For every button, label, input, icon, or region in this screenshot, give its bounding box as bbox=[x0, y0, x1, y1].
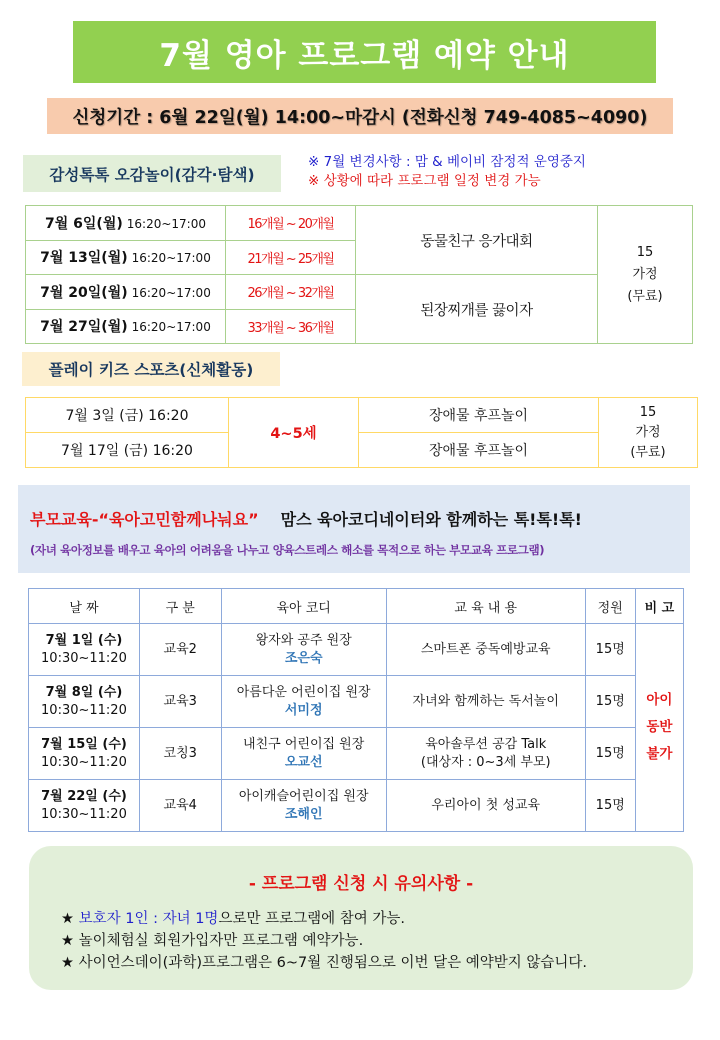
content-cell: 육아솔루션 공감 Talk (대상자 : 0~3세 부모) bbox=[386, 728, 585, 780]
age-cell: 4~5세 bbox=[229, 398, 359, 468]
age-cell: 33개월 ~ 36개월 bbox=[226, 309, 356, 344]
header-date: 날 짜 bbox=[29, 589, 140, 624]
capacity-cell: 15 가정 (무료) bbox=[599, 398, 698, 468]
parent-edu-subtitle: (자녀 육아정보를 배우고 육아의 어려움을 나누고 양육스트레스 해소를 목적으로 하는 부모교육 프로그램) bbox=[30, 543, 545, 557]
sensory-play-table bbox=[25, 205, 693, 344]
note-change: ※ 7월 변경사항 : 맘 & 베이비 잠정적 운영중지 bbox=[308, 154, 586, 170]
age-cell: 26개월 ~ 32개월 bbox=[226, 275, 356, 310]
star-icon: ★ bbox=[61, 955, 74, 971]
header-capacity: 정원 bbox=[585, 589, 635, 624]
type-cell: 교육2 bbox=[139, 624, 221, 676]
page-title: 7월 영아 프로그램 예약 안내 bbox=[159, 37, 570, 74]
program-cell: 장애물 후프놀이 bbox=[359, 433, 599, 468]
date-cell: 7월 3일 (금) 16:20 bbox=[26, 398, 229, 433]
date-cell: 7월 6일(월) 16:20~17:00 bbox=[26, 206, 226, 241]
capacity-cell: 15명 bbox=[585, 728, 635, 780]
note-schedule: ※ 상황에 따라 프로그램 일정 변경 가능 bbox=[308, 173, 541, 189]
parent-education-table bbox=[28, 588, 684, 832]
content-cell: 스마트폰 중독예방교육 bbox=[386, 624, 585, 676]
coach-cell: 왕자와 공주 원장 조은숙 bbox=[221, 624, 386, 676]
capacity-cell: 15명 bbox=[585, 780, 635, 832]
application-period-bar bbox=[47, 98, 673, 134]
type-cell: 교육4 bbox=[139, 780, 221, 832]
table-header-row bbox=[29, 589, 684, 624]
table-row bbox=[26, 275, 693, 310]
program-cell: 된장찌개를 끓이자 bbox=[356, 275, 598, 344]
coach-cell: 아름다운 어린이집 원장 서미정 bbox=[221, 676, 386, 728]
header-remark: 비 고 bbox=[635, 589, 683, 624]
application-period: 신청기간 : 6월 22일(월) 14:00~마감시 (전화신청 749-4085~4090) bbox=[72, 107, 648, 128]
program-cell: 동물친구 응가대회 bbox=[356, 206, 598, 275]
content-cell: 자녀와 함께하는 독서놀이 bbox=[386, 676, 585, 728]
date-cell: 7월 17일 (금) 16:20 bbox=[26, 433, 229, 468]
kids-sports-table bbox=[25, 397, 698, 468]
capacity-cell: 15 가정 (무료) bbox=[598, 206, 693, 344]
table-row bbox=[26, 398, 698, 433]
header-content: 교 육 내 용 bbox=[386, 589, 585, 624]
date-cell: 7월 20일(월) 16:20~17:00 bbox=[26, 275, 226, 310]
program-cell: 장애물 후프놀이 bbox=[359, 398, 599, 433]
date-cell: 7월 22일 (수) 10:30~11:20 bbox=[29, 780, 140, 832]
change-notes bbox=[308, 153, 586, 191]
table-row bbox=[29, 728, 684, 780]
age-cell: 21개월 ~ 25개월 bbox=[226, 240, 356, 275]
section-sensory-play-label: 감성톡톡 오감놀이(감각·탐색) bbox=[23, 155, 281, 192]
caution-item: ★ 사이언스데이(과학)프로그램은 6~7월 진행됨으로 이번 달은 예약받지 않습니다. bbox=[61, 955, 588, 971]
capacity-cell: 15명 bbox=[585, 676, 635, 728]
date-cell: 7월 8일 (수) 10:30~11:20 bbox=[29, 676, 140, 728]
caution-item: ★ 놀이체험실 회원가입자만 프로그램 예약가능. bbox=[61, 933, 364, 949]
type-cell: 코칭3 bbox=[139, 728, 221, 780]
table-row bbox=[26, 206, 693, 241]
table-row bbox=[29, 780, 684, 832]
coach-cell: 내친구 어린이집 원장 오교선 bbox=[221, 728, 386, 780]
section-kids-sports-label: 플레이 키즈 스포츠(신체활동) bbox=[22, 352, 280, 386]
date-cell: 7월 15일 (수) 10:30~11:20 bbox=[29, 728, 140, 780]
date-cell: 7월 13일(월) 16:20~17:00 bbox=[26, 240, 226, 275]
table-row bbox=[26, 433, 698, 468]
header-coach: 육아 코디 bbox=[221, 589, 386, 624]
capacity-cell: 15명 bbox=[585, 624, 635, 676]
date-cell: 7월 27일(월) 16:20~17:00 bbox=[26, 309, 226, 344]
caution-box bbox=[29, 846, 693, 990]
age-cell: 16개월 ~ 20개월 bbox=[226, 206, 356, 241]
remark-cell: 아이 동반 불가 bbox=[635, 624, 683, 832]
header-type: 구 분 bbox=[139, 589, 221, 624]
title-banner bbox=[73, 21, 656, 83]
parent-education-banner bbox=[18, 485, 690, 573]
parent-edu-title: 부모교육-“육아고민함께나눠요” 맘스 육아코디네이터와 함께하는 톡!톡!톡! bbox=[30, 510, 582, 529]
caution-list bbox=[61, 908, 587, 974]
date-cell: 7월 1일 (수) 10:30~11:20 bbox=[29, 624, 140, 676]
table-row bbox=[29, 624, 684, 676]
table-row bbox=[29, 676, 684, 728]
star-icon: ★ bbox=[61, 933, 74, 949]
type-cell: 교육3 bbox=[139, 676, 221, 728]
caution-item: ★ 보호자 1인 : 자녀 1명으로만 프로그램에 참여 가능. bbox=[61, 911, 405, 927]
star-icon: ★ bbox=[61, 911, 74, 927]
content-cell: 우리아이 첫 성교육 bbox=[386, 780, 585, 832]
coach-cell: 아이캐슬어린이집 원장 조해인 bbox=[221, 780, 386, 832]
caution-title: - 프로그램 신청 시 유의사항 - bbox=[248, 874, 474, 894]
